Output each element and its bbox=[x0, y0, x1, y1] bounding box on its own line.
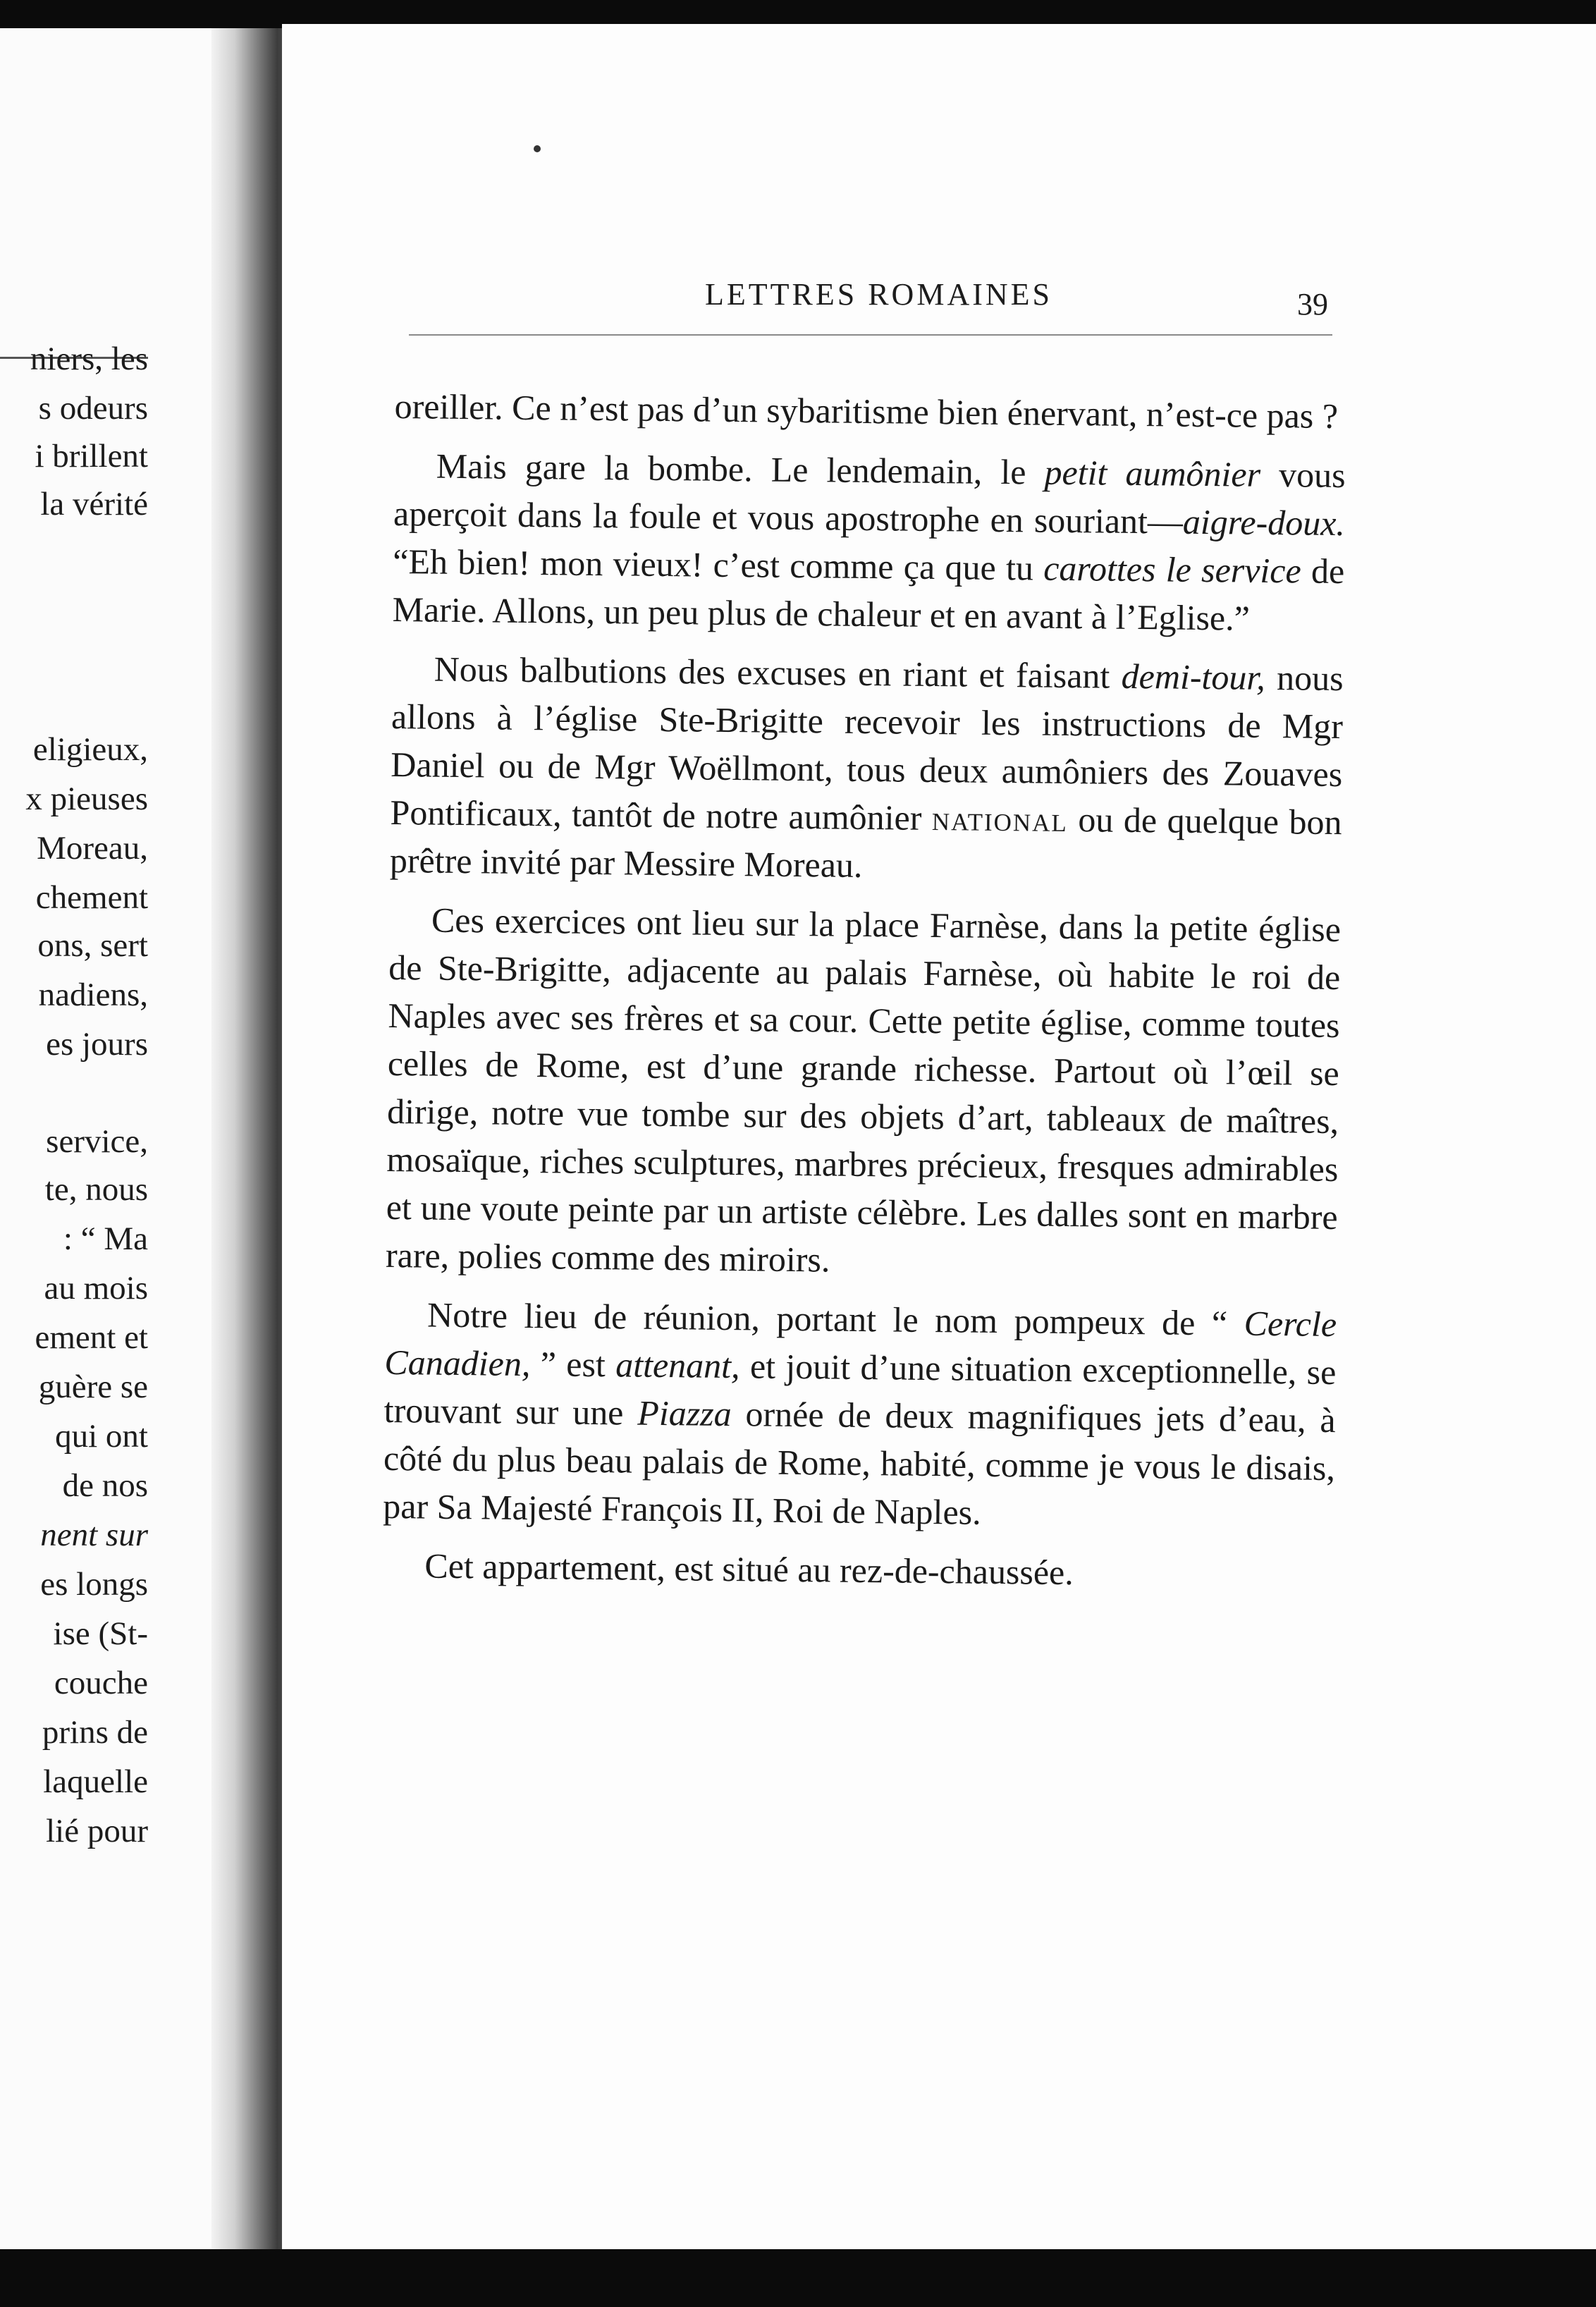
ink-speck bbox=[534, 145, 541, 152]
left-page-line: te, nous bbox=[44, 1171, 148, 1208]
scan-bottom-border bbox=[0, 2249, 1596, 2307]
left-page-line: la vérité bbox=[40, 486, 148, 522]
left-page-line: nadiens, bbox=[38, 977, 148, 1013]
body-text bbox=[382, 382, 1346, 1610]
italic-text: Piazza bbox=[637, 1393, 732, 1434]
left-page-line: Moreau, bbox=[37, 830, 148, 867]
left-page-line: couche bbox=[54, 1665, 148, 1701]
italic-text: demi-tour, bbox=[1121, 656, 1266, 697]
italic-text: Cercle Canadien, bbox=[384, 1303, 1337, 1384]
paragraph-2: Mais gare la bombe. Le lendemain, le petit aumônier vous aperçoit dans la foule et vous apostrophe en souriant—aigre-doux. “Eh bien! mon vieux! c’est comme ça que tu carottes le service de Marie. Allons, un peu plus de chaleur et en avant à l’Eglise.” bbox=[392, 446, 1346, 638]
page-number: 39 bbox=[1297, 287, 1328, 322]
left-page-line: x pieuses bbox=[25, 781, 148, 817]
left-page-line: guère se bbox=[38, 1369, 148, 1405]
left-page-line: chement bbox=[35, 879, 148, 916]
left-page-line: s odeurs bbox=[38, 390, 148, 427]
left-page-line: lié pour bbox=[46, 1813, 148, 1849]
left-page-line: i brillent bbox=[35, 438, 148, 475]
left-page-line: ise (St- bbox=[53, 1615, 148, 1652]
book-gutter bbox=[211, 28, 289, 2256]
paragraph-4: Ces exercices ont lieu sur la place Farnèse, dans la petite église de Ste-Brigitte, adjacente au palais Farnèse, où habite le roi de Naples avec ses frères et sa cour. Cette petite église, comme toutes celles de Rome, est d’une grande richesse. Partout où l’œil se dirige, notre vue tombe sur des objets d’art, tableaux de maîtres, mosaïque, riches sculptures, marbres précieux, fresques admirables et une voute peinte par un artiste célèbre. Les dalles sont en marbre rare, polies comme des miroirs. bbox=[385, 900, 1342, 1280]
right-page bbox=[282, 24, 1596, 2266]
left-page-line: prins de bbox=[42, 1714, 148, 1751]
paragraph-6: Cet appartement, est situé au rez-de-chaussée. bbox=[424, 1546, 1074, 1593]
left-page-line: au mois bbox=[44, 1270, 148, 1307]
left-page-line: service, bbox=[46, 1123, 148, 1160]
small-caps-text: national bbox=[931, 798, 1069, 840]
left-page-line: ement et bbox=[35, 1319, 148, 1356]
left-page-line: : “ Ma bbox=[63, 1220, 148, 1257]
left-page-line: de nos bbox=[62, 1467, 148, 1504]
paragraph-3: Nous balbutions des excuses en riant et faisant demi-tour, nous allons à l’église Ste-Brigitte recevoir les instructions de Mgr Daniel ou de Mgr Woëllmont, tous deux aumôniers des Zouaves Pontificaux, tantôt de notre aumônier national ou de quelque bon prêtre invité par Messire Moreau. bbox=[389, 649, 1344, 885]
paragraph-5: Notre lieu de réunion, portant le nom pompeux de “ Cercle Canadien, ” est attenant, et jouit d’une situation exceptionnelle, se trouvant sur une Piazza ornée de deux magnifiques jets d’eau, à côté du plus beau palais de Rome, habité, comme je vous le disais, par Sa Majesté François II, Roi de Naples. bbox=[383, 1295, 1337, 1532]
left-page-line: niers, les bbox=[30, 341, 148, 377]
left-page-line: laquelle bbox=[43, 1763, 148, 1800]
header-rule bbox=[409, 334, 1332, 336]
left-page-line: nent sur bbox=[40, 1517, 148, 1553]
left-page-line: qui ont bbox=[55, 1418, 148, 1455]
left-page-line: ons, sert bbox=[37, 927, 148, 964]
left-page-line: es longs bbox=[40, 1566, 148, 1603]
italic-text: aigre-doux. bbox=[1182, 501, 1346, 544]
left-page-line: es jours bbox=[46, 1026, 148, 1063]
paragraph-1: oreiller. Ce n’est pas d’un sybaritisme bien énervant, n’est-ce pas ? bbox=[394, 386, 1339, 436]
italic-text: carottes le service bbox=[1043, 548, 1302, 591]
running-head: LETTRES ROMAINES bbox=[705, 277, 1052, 312]
italic-text: petit aumônier bbox=[1044, 452, 1261, 494]
italic-text: attenant, bbox=[615, 1345, 740, 1386]
left-page-line: eligieux, bbox=[32, 731, 148, 768]
